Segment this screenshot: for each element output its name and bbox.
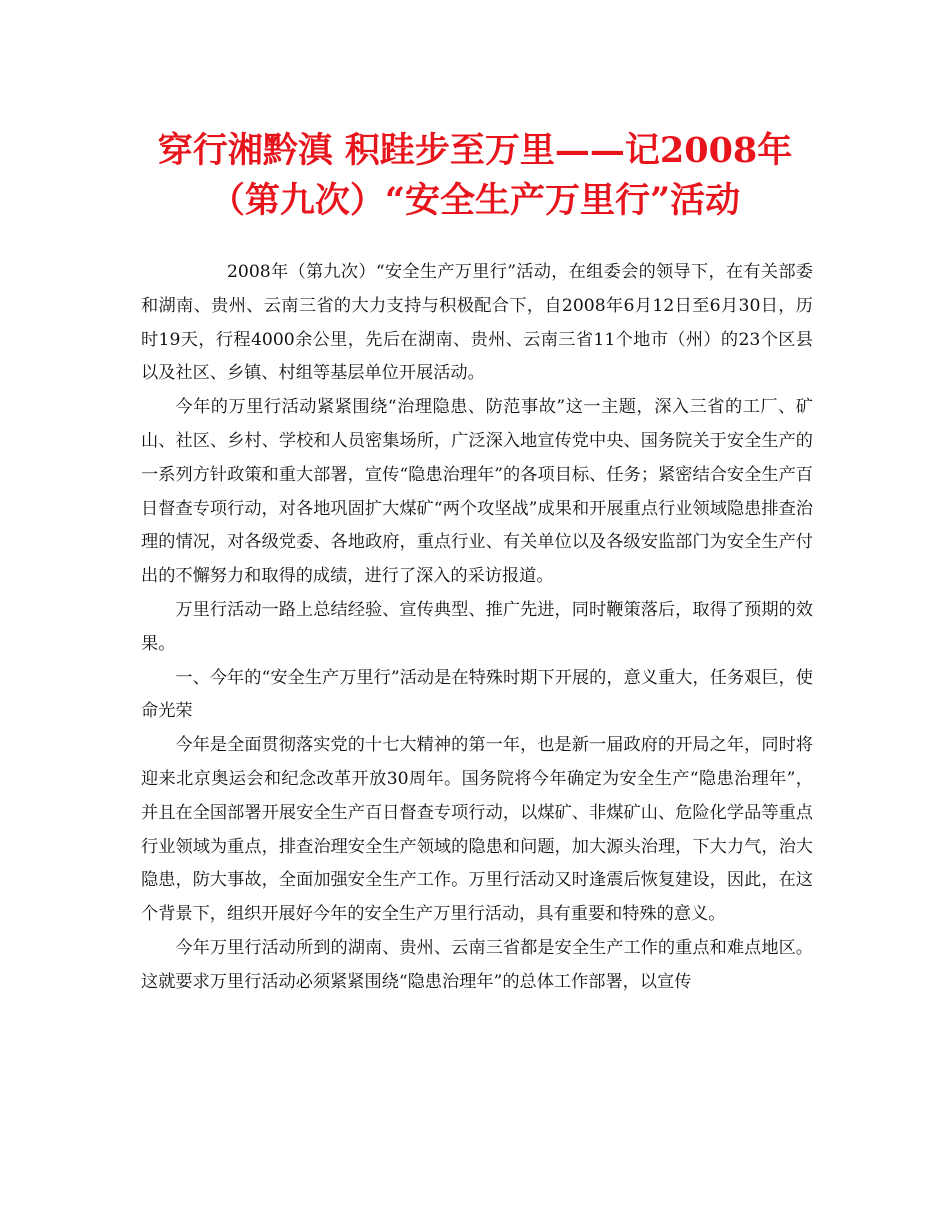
title-line-1: 穿行湘黔滇 积跬步至万里——记2008年 — [157, 130, 793, 171]
paragraph-1: 2008年（第九次）“安全生产万里行”活动，在组委会的领导下，在有关部委和湖南、贵州、云南三省的大力支持与积极配合下，自2008年6月12日至6月30日，历时19天，行程4000余公里，先后在湖南、贵州、云南三省11个地市（州）的23个区县以及社区、乡镇、村组等基层单位开展活动。 — [141, 262, 813, 384]
title-line-2: （第九次）“安全生产万里行”活动 — [209, 180, 741, 221]
paragraph-3: 万里行活动一路上总结经验、宣传典型、推广先进，同时鞭策落后，取得了预期的效果。 — [141, 599, 813, 654]
paragraph-5: 今年万里行活动所到的湖南、贵州、云南三省都是安全生产工作的重点和难点地区。这就要求万里行活动必须紧紧围绕“隐患治理年”的总体工作部署，以宣传 — [141, 937, 813, 992]
document-body — [141, 256, 813, 1000]
paragraph-4: 今年是全面贯彻落实党的十七大精神的第一年，也是新一届政府的开局之年，同时将迎来北京奥运会和纪念改革开放30周年。国务院将今年确定为安全生产“隐患治理年”，并且在全国部署开展安全生产百日督查专项行动，以煤矿、非煤矿山、危险化学品等重点行业领域为重点，排查治理安全生产领域的隐患和问题，加大源头治理，下大力气，治大隐患，防大事故，全面加强安全生产工作。万里行活动又时逢震后恢复建设，因此，在这个背景下，组织开展好今年的安全生产万里行活动，具有重要和特殊的意义。 — [141, 735, 813, 925]
document-title — [120, 126, 830, 226]
section-heading-1: 一、今年的“安全生产万里行”活动是在特殊时期下开展的，意义重大，任务艰巨，使命光荣 — [141, 667, 813, 722]
paragraph-2: 今年的万里行活动紧紧围绕“治理隐患、防范事故”这一主题，深入三省的工厂、矿山、社区、乡村、学校和人员密集场所，广泛深入地宣传党中央、国务院关于安全生产的一系列方针政策和重大部署，宣传“隐患治理年”的各项目标、任务；紧密结合安全生产百日督查专项行动，对各地巩固扩大煤矿“两个攻坚战”成果和开展重点行业领域隐患排查治理的情况，对各级党委、各地政府，重点行业、有关单位以及各级安监部门为安全生产付出的不懈努力和取得的成绩，进行了深入的采访报道。 — [141, 397, 813, 587]
